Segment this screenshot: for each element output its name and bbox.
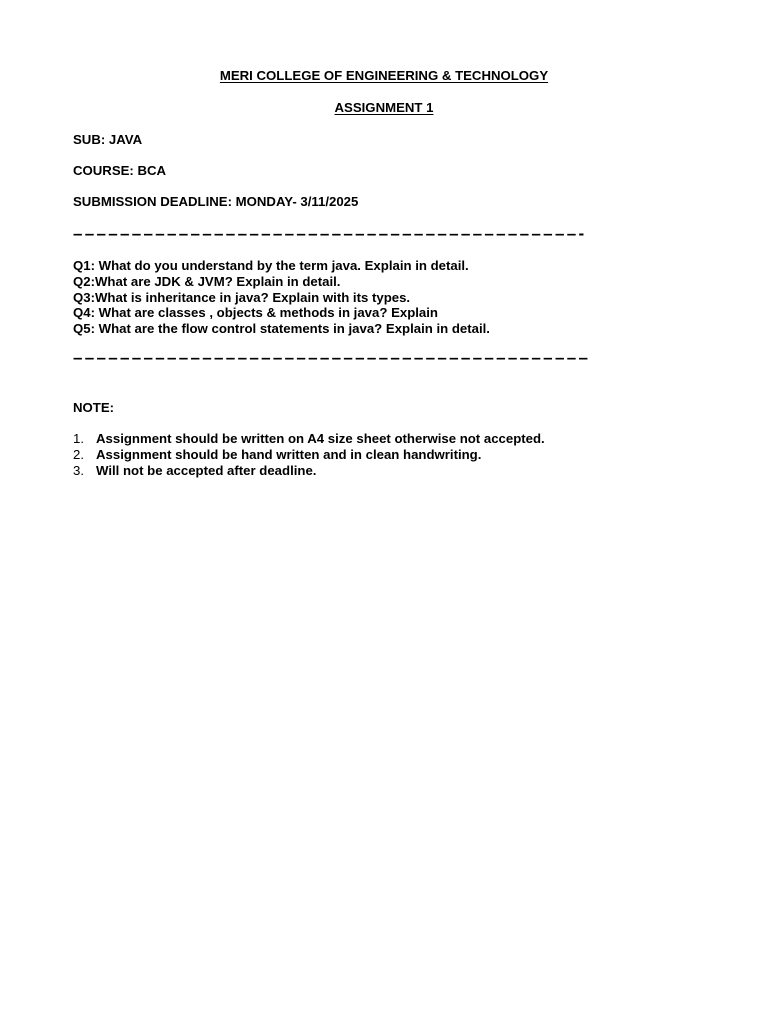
note-item-number: 2. bbox=[73, 447, 84, 462]
note-item-1 bbox=[73, 431, 545, 447]
note-item-2 bbox=[73, 447, 481, 463]
question-2: Q2:What are JDK & JVM? Explain in detail. bbox=[73, 274, 341, 289]
note-item-3 bbox=[73, 463, 316, 479]
question-4: Q4: What are classes , objects & methods in java? Explain bbox=[73, 305, 438, 320]
top-divider: –––––––––––––––––––––––––––––––––––––––––––- bbox=[73, 226, 587, 242]
subject-line: SUB: JAVA bbox=[73, 132, 143, 147]
question-5: Q5: What are the flow control statements in java? Explain in detail. bbox=[73, 321, 490, 336]
note-heading: NOTE: bbox=[73, 400, 115, 415]
course-line: COURSE: BCA bbox=[73, 163, 167, 178]
bottom-divider: –––––––––––––––––––––––––––––––––––––––––––– bbox=[73, 350, 591, 366]
note-item-text: Assignment should be hand written and in clean handwriting. bbox=[96, 447, 482, 462]
note-item-text: Assignment should be written on A4 size sheet otherwise not accepted. bbox=[96, 431, 545, 446]
college-title: MERI COLLEGE OF ENGINEERING & TECHNOLOGY bbox=[219, 68, 549, 83]
note-item-number: 3. bbox=[73, 463, 84, 478]
note-item-text: Will not be accepted after deadline. bbox=[96, 463, 317, 478]
note-item-number: 1. bbox=[73, 431, 84, 446]
assignment-title: ASSIGNMENT 1 bbox=[334, 100, 434, 115]
question-3: Q3:What is inheritance in java? Explain with its types. bbox=[73, 290, 411, 305]
deadline-line: SUBMISSION DEADLINE: MONDAY- 3/11/2025 bbox=[73, 194, 359, 209]
question-1: Q1: What do you understand by the term java. Explain in detail. bbox=[73, 258, 469, 273]
